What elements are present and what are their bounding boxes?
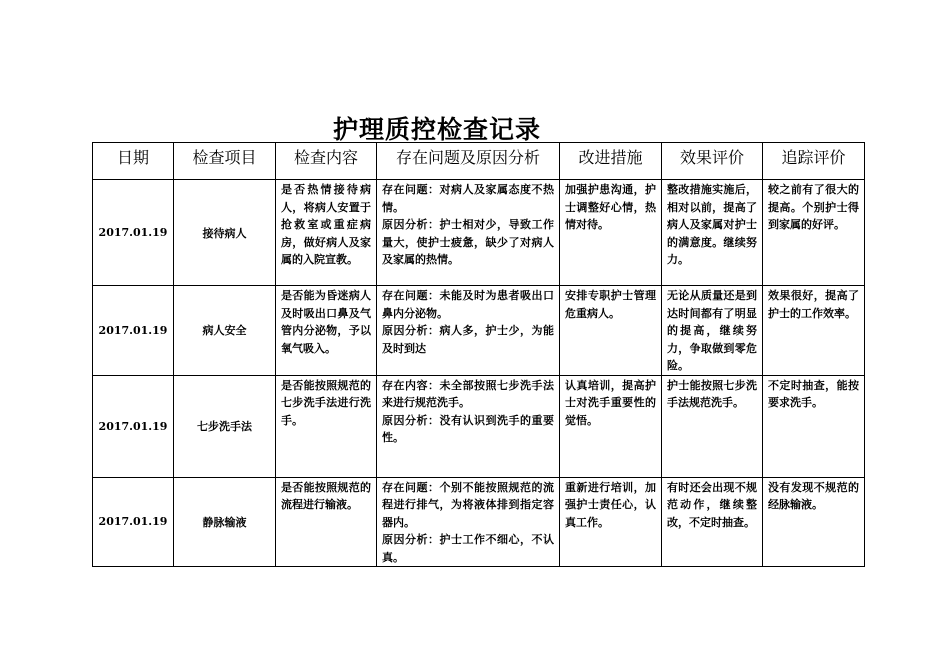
cell-problem	[377, 477, 560, 567]
cell-problem	[377, 375, 560, 477]
cell-date: 2017.01.19	[93, 477, 174, 567]
header-effect: 效果评价	[662, 143, 763, 180]
cell-content: 是否能按照规范的七步洗手法进行洗手。	[276, 375, 377, 477]
cell-item: 七步洗手法	[174, 375, 276, 477]
cell-tracking: 效果很好，提高了护士的工作效率。	[763, 286, 865, 376]
header-tracking: 追踪评价	[763, 143, 865, 180]
cell-date: 2017.01.19	[93, 375, 174, 477]
header-date: 日期	[93, 143, 174, 180]
table-row	[93, 375, 865, 477]
cell-tracking: 没有发现不规范的经脉输液。	[763, 477, 865, 567]
inspection-table	[92, 142, 865, 567]
cause-text: 原因分析：护士工作不细心，不认真。	[382, 533, 554, 564]
table-header-row	[93, 143, 865, 180]
problem-text: 存在问题：未能及时为患者吸出口鼻内分泌物。	[382, 289, 554, 320]
problem-text: 存在问题：对病人及家属态度不热情。	[382, 183, 554, 214]
cell-item: 静脉输液	[174, 477, 276, 567]
problem-text: 存在问题：个别不能按照规范的流程进行排气，为将液体排到指定容器内。	[382, 480, 554, 529]
cell-effect: 有时还会出现不规范动作，继续整改，不定时抽查。	[662, 477, 763, 567]
cell-improvement: 安排专职护士管理危重病人。	[560, 286, 662, 376]
header-problem: 存在问题及原因分析	[377, 143, 560, 180]
cell-improvement: 认真培训，提高护士对洗手重要性的觉悟。	[560, 375, 662, 477]
header-improvement: 改进措施	[560, 143, 662, 180]
table-row	[93, 286, 865, 376]
cause-text: 原因分析：护士相对少，导致工作量大，使护士疲惫，缺少了对病人及家属的热情。	[382, 218, 554, 266]
cell-improvement: 加强护患沟通，护士调整好心情，热情对待。	[560, 180, 662, 286]
problem-text: 存在内容：未全部按照七步洗手法来进行规范洗手。	[382, 378, 554, 409]
cell-date: 2017.01.19	[93, 180, 174, 286]
cell-effect: 护士能按照七步洗手法规范洗手。	[662, 375, 763, 477]
cell-problem	[377, 286, 560, 376]
header-item: 检查项目	[174, 143, 276, 180]
cell-item: 接待病人	[174, 180, 276, 286]
cell-content: 是否能按照规范的流程进行输液。	[276, 477, 377, 567]
table-row	[93, 180, 865, 286]
cell-tracking: 较之前有了很大的提高。个别护士得到家属的好评。	[763, 180, 865, 286]
cell-item: 病人安全	[174, 286, 276, 376]
cell-effect: 无论从质量还是到达时间都有了明显的提高，继续努力，争取做到零危险。	[662, 286, 763, 376]
cell-effect: 整改措施实施后，相对以前，提高了病人及家属对护士的满意度。继续努力。	[662, 180, 763, 286]
header-content: 检查内容	[276, 143, 377, 180]
page-title: 护理质控检查记录	[333, 115, 542, 144]
cause-text: 原因分析：没有认识到洗手的重要性。	[382, 413, 554, 444]
cell-date: 2017.01.19	[93, 286, 174, 376]
cell-improvement: 重新进行培训，加强护士责任心，认真工作。	[560, 477, 662, 567]
cell-problem	[377, 180, 560, 286]
table-row	[93, 477, 865, 567]
cause-text: 原因分析：病人多，护士少，为能及时到达	[382, 324, 554, 355]
cell-content: 是否能为昏迷病人及时吸出口鼻及气管内分泌物，予以氧气吸入。	[276, 286, 377, 376]
cell-content: 是否热情接待病人，将病人安置于抢救室或重症病房，做好病人及家属的入院宣教。	[276, 180, 377, 286]
cell-tracking: 不定时抽查，能按要求洗手。	[763, 375, 865, 477]
